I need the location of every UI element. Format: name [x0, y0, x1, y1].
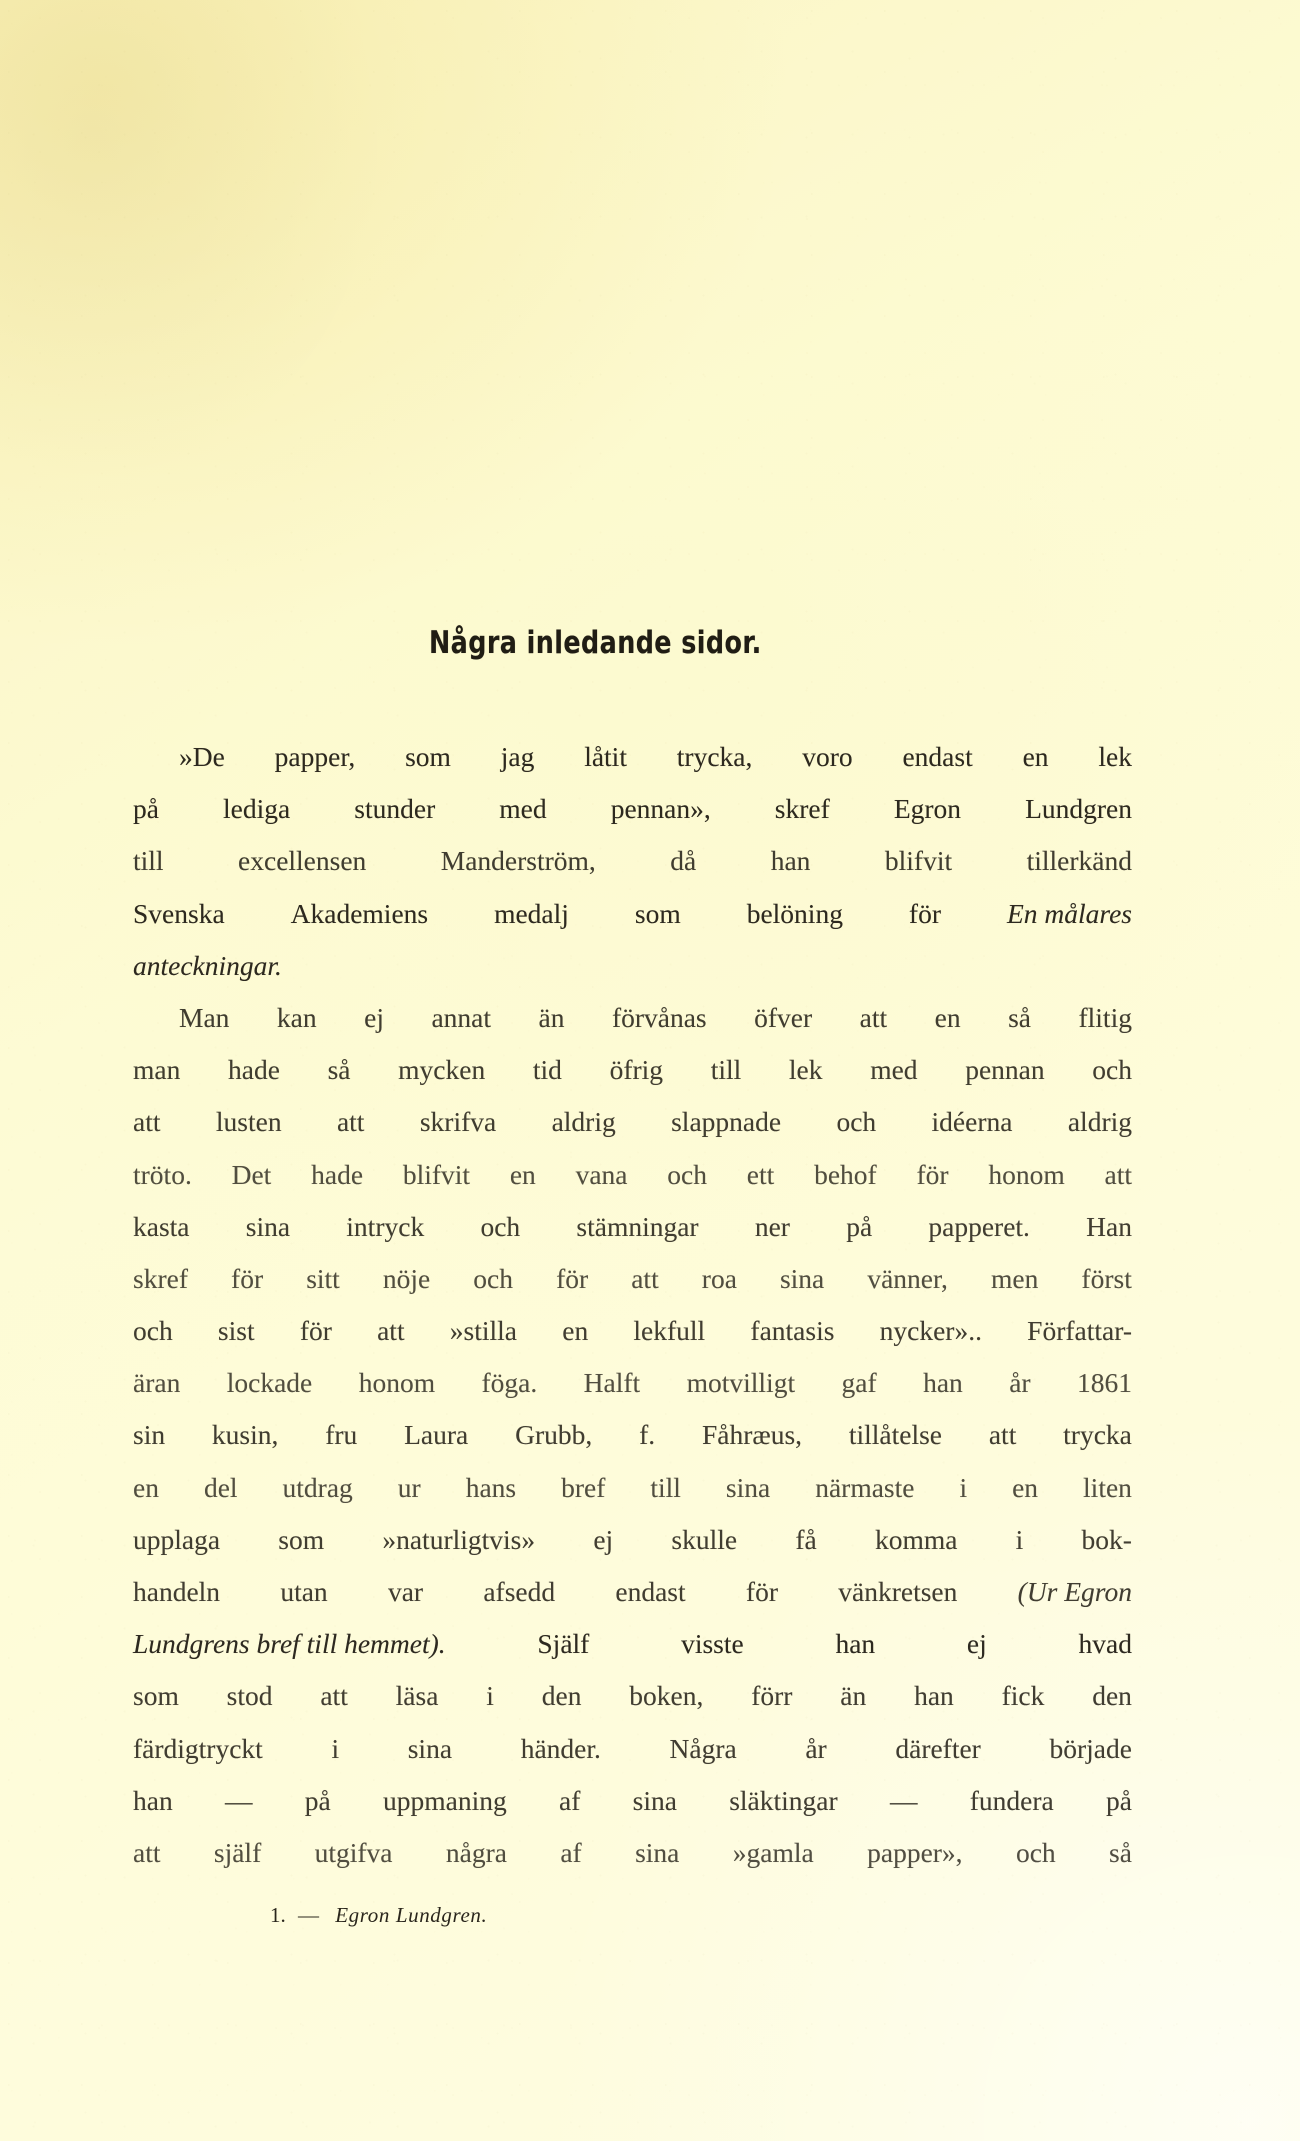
- italic-phrase: Lundgrens bref till hemmet).: [133, 1628, 446, 1660]
- word: anteckningar.: [133, 949, 282, 981]
- word: belöning: [746, 897, 843, 929]
- word: 1861: [1077, 1367, 1132, 1399]
- word: tid: [532, 1054, 562, 1086]
- word: Författar-: [1027, 1315, 1132, 1347]
- word: excellensen: [238, 845, 367, 877]
- word: en: [509, 1158, 536, 1190]
- word: därefter: [895, 1732, 981, 1764]
- word: skref: [774, 793, 830, 825]
- word: få: [795, 1523, 817, 1555]
- word: —: [224, 1784, 253, 1816]
- word: färdigtryckt: [133, 1732, 263, 1764]
- word: kan: [276, 1001, 317, 1033]
- word: den: [1092, 1680, 1132, 1712]
- word: bok-: [1081, 1523, 1132, 1555]
- text-line: [133, 1305, 1132, 1357]
- word: och: [133, 1315, 173, 1347]
- word: slappnade: [671, 1106, 782, 1138]
- word: kusin,: [211, 1419, 279, 1451]
- word: sin: [133, 1419, 166, 1451]
- word: ner: [754, 1210, 790, 1242]
- word: nöje: [382, 1262, 431, 1294]
- word: än: [840, 1680, 867, 1712]
- word: att: [336, 1106, 365, 1138]
- word: sina: [407, 1732, 453, 1764]
- word: då: [670, 845, 697, 877]
- word: år: [1009, 1367, 1031, 1399]
- word: »gamla: [732, 1836, 814, 1868]
- word: af: [559, 1784, 581, 1816]
- word: voro: [802, 741, 853, 772]
- text-line: [133, 1775, 1132, 1827]
- word: ej: [364, 1001, 384, 1033]
- word: tillerkänd: [1026, 845, 1132, 877]
- text-line: [133, 940, 1132, 992]
- word: några: [445, 1836, 507, 1868]
- word: upplaga: [133, 1523, 221, 1555]
- page-signature: [270, 1903, 487, 1928]
- word: flitig: [1078, 1001, 1132, 1033]
- word: vana: [575, 1158, 628, 1190]
- word: tröto.: [133, 1158, 192, 1190]
- word: pennan: [965, 1054, 1045, 1086]
- text-line: [133, 1566, 1132, 1618]
- word: lek: [1098, 741, 1132, 772]
- word: stunder: [354, 793, 436, 825]
- text-line: [133, 1096, 1132, 1148]
- word: äran: [133, 1367, 181, 1399]
- italic-phrase: En målares: [1006, 897, 1132, 929]
- text-line: [133, 783, 1132, 835]
- word: skref: [133, 1262, 188, 1294]
- word: »naturligtvis»: [382, 1523, 536, 1555]
- word: bref: [561, 1471, 606, 1503]
- word: nycker»..: [879, 1315, 982, 1347]
- word: roa: [701, 1262, 737, 1294]
- word: hvad: [1078, 1628, 1132, 1660]
- word: för: [916, 1158, 949, 1190]
- word: men: [991, 1262, 1039, 1294]
- word: år: [805, 1732, 827, 1764]
- word: lockade: [226, 1367, 313, 1399]
- word: låtit: [584, 741, 627, 772]
- word: själf: [213, 1836, 262, 1868]
- word: med: [870, 1054, 918, 1086]
- text-line: [133, 1409, 1132, 1461]
- word: Halft: [583, 1367, 641, 1399]
- word: ej: [966, 1628, 987, 1660]
- word: på: [846, 1210, 873, 1242]
- word: papper,: [274, 741, 356, 772]
- word: som: [133, 1680, 179, 1712]
- word: Svenska: [133, 897, 225, 929]
- word: vänner,: [867, 1262, 948, 1294]
- word: jag: [500, 741, 535, 772]
- word: så: [1109, 1836, 1132, 1868]
- word: i: [1015, 1523, 1024, 1555]
- word: sist: [217, 1315, 255, 1347]
- word: sina: [779, 1262, 825, 1294]
- word: liten: [1083, 1471, 1132, 1503]
- word: han: [914, 1680, 954, 1712]
- page-title: Några inledande sidor.: [429, 624, 762, 661]
- word: förr: [751, 1680, 793, 1712]
- word: läsa: [395, 1680, 439, 1712]
- word: blifvit: [402, 1158, 471, 1190]
- word: lek: [788, 1054, 823, 1086]
- word: skulle: [671, 1523, 738, 1555]
- word: i: [959, 1471, 968, 1503]
- word: aldrig: [551, 1106, 616, 1138]
- word: f.: [639, 1419, 656, 1451]
- word: att: [859, 1001, 888, 1033]
- word: annat: [431, 1001, 492, 1033]
- word: Några: [669, 1732, 737, 1764]
- word: »stilla: [449, 1315, 518, 1347]
- signature-dash: —: [298, 1903, 319, 1927]
- word: lekfull: [633, 1315, 706, 1347]
- word: närmaste: [815, 1471, 915, 1503]
- word: som: [405, 741, 451, 772]
- word: honom: [358, 1367, 436, 1399]
- word: och: [473, 1262, 514, 1294]
- word: man: [133, 1054, 181, 1086]
- word: i: [331, 1732, 340, 1764]
- word: och: [1092, 1054, 1132, 1086]
- word: först: [1081, 1262, 1132, 1294]
- word: att: [1104, 1158, 1132, 1190]
- text-line: [133, 1357, 1132, 1409]
- word: för: [231, 1262, 264, 1294]
- word: stämningar: [576, 1210, 699, 1242]
- text-line: [133, 835, 1132, 887]
- word: till: [133, 845, 164, 877]
- word: hade: [228, 1054, 280, 1086]
- word: skrifva: [419, 1106, 497, 1138]
- word: Själf: [537, 1628, 590, 1660]
- word: förvånas: [611, 1001, 707, 1033]
- word: behof: [814, 1158, 877, 1190]
- word: släktingar: [729, 1784, 838, 1816]
- word: sitt: [306, 1262, 340, 1294]
- word: fantasis: [750, 1315, 835, 1347]
- word: han: [133, 1784, 173, 1816]
- word: som: [278, 1523, 325, 1555]
- word: för: [745, 1576, 778, 1607]
- word: uppmaning: [382, 1784, 507, 1816]
- page-text-block: [133, 0, 1132, 2141]
- word: han: [835, 1628, 876, 1660]
- text-line: [133, 1514, 1132, 1566]
- text-line: [133, 888, 1132, 940]
- word: på: [304, 1784, 331, 1816]
- word: att: [320, 1680, 348, 1712]
- text-line: [133, 1201, 1132, 1253]
- word: en: [1012, 1471, 1039, 1503]
- word: hade: [311, 1158, 364, 1190]
- word: hans: [465, 1471, 517, 1503]
- word: så: [1008, 1001, 1031, 1033]
- word: händer.: [520, 1732, 601, 1764]
- word: och: [667, 1158, 707, 1190]
- word: att: [133, 1836, 161, 1868]
- word: trycka: [1063, 1419, 1132, 1451]
- word: boken,: [629, 1680, 704, 1712]
- word: i: [486, 1680, 494, 1712]
- word: sina: [632, 1784, 677, 1816]
- word: afsedd: [483, 1576, 556, 1607]
- word: lediga: [223, 793, 291, 825]
- word: visste: [681, 1628, 744, 1660]
- word: för: [299, 1315, 332, 1347]
- word: »De: [179, 741, 225, 772]
- word: utgifva: [314, 1836, 393, 1868]
- word: på: [1105, 1784, 1132, 1816]
- word: Laura: [404, 1419, 469, 1451]
- word: Lundgren: [1025, 793, 1132, 825]
- word: att: [631, 1262, 659, 1294]
- word: papperet.: [928, 1210, 1030, 1242]
- word: Det: [231, 1158, 272, 1190]
- word: fru: [325, 1419, 358, 1451]
- text-line: [133, 1723, 1132, 1775]
- word: en: [1022, 741, 1049, 772]
- word: vänkretsen: [838, 1576, 958, 1607]
- word: komma: [874, 1523, 958, 1555]
- word: och: [1015, 1836, 1056, 1868]
- word: Fåhræus,: [701, 1419, 803, 1451]
- word: intryck: [346, 1210, 425, 1242]
- word: papper»,: [867, 1836, 963, 1868]
- word: för: [556, 1262, 589, 1294]
- word: endast: [615, 1576, 686, 1607]
- text-line: [133, 1618, 1132, 1670]
- word: medalj: [494, 897, 569, 929]
- word: —: [889, 1784, 918, 1816]
- word: gaf: [841, 1367, 877, 1399]
- word: han: [923, 1367, 963, 1399]
- word: motvilligt: [686, 1367, 796, 1399]
- text-line: [133, 1149, 1132, 1201]
- word: öfver: [754, 1001, 813, 1033]
- word: del: [203, 1471, 238, 1503]
- word: en: [133, 1471, 159, 1503]
- word: med: [499, 793, 547, 825]
- word: mycken: [398, 1054, 486, 1086]
- word: på: [133, 793, 159, 825]
- word: sina: [725, 1471, 771, 1503]
- word: en: [562, 1315, 589, 1347]
- word: som: [634, 897, 681, 929]
- word: stod: [226, 1680, 273, 1712]
- word: att: [133, 1106, 161, 1138]
- italic-phrase: (Ur Egron: [1017, 1576, 1132, 1607]
- text-line: [133, 992, 1132, 1044]
- word: aldrig: [1067, 1106, 1132, 1138]
- word: pennan»,: [610, 793, 711, 825]
- word: af: [560, 1836, 582, 1868]
- word: Manderström,: [440, 845, 596, 877]
- word: handeln: [133, 1576, 221, 1607]
- word: att: [988, 1419, 1017, 1451]
- word: för: [908, 897, 941, 929]
- signature-number: 1.: [270, 1903, 286, 1927]
- word: Egron: [893, 793, 962, 825]
- word: Man: [179, 1001, 230, 1033]
- word: Grubb,: [515, 1419, 593, 1451]
- word: utdrag: [282, 1471, 353, 1503]
- word: han: [770, 845, 811, 877]
- word: trycka,: [676, 741, 753, 772]
- word: och: [480, 1210, 521, 1242]
- body-text: [133, 731, 1132, 1879]
- word: lusten: [215, 1106, 282, 1138]
- text-line: [133, 1670, 1132, 1722]
- word: sina: [245, 1210, 291, 1242]
- text-line: [133, 1462, 1132, 1514]
- word: Han: [1086, 1210, 1132, 1242]
- word: och: [836, 1106, 877, 1138]
- word: blifvit: [884, 845, 953, 877]
- word: till: [650, 1471, 681, 1503]
- word: började: [1049, 1732, 1132, 1764]
- word: så: [327, 1054, 351, 1086]
- word: utan: [280, 1576, 328, 1607]
- word: till: [710, 1054, 742, 1086]
- word: tillåtelse: [848, 1419, 943, 1451]
- word: ej: [593, 1523, 614, 1555]
- word: kasta: [133, 1210, 190, 1242]
- word: ur: [397, 1471, 421, 1503]
- word: honom: [988, 1158, 1065, 1190]
- word: ett: [746, 1158, 775, 1190]
- word: den: [541, 1680, 582, 1712]
- word: föga.: [481, 1367, 538, 1399]
- signature-name: Egron Lundgren.: [335, 1903, 488, 1927]
- word: än: [538, 1001, 565, 1033]
- word: öfrig: [609, 1054, 664, 1086]
- word: fundera: [969, 1784, 1054, 1816]
- text-line: [133, 1253, 1132, 1305]
- word: sina: [635, 1836, 680, 1868]
- word: idéerna: [931, 1106, 1013, 1138]
- word: Akademiens: [290, 897, 429, 929]
- word: var: [387, 1576, 424, 1607]
- word: fick: [1001, 1680, 1045, 1712]
- word: en: [934, 1001, 961, 1033]
- text-line: [133, 731, 1132, 783]
- word: att: [377, 1315, 405, 1347]
- text-line: [133, 1044, 1132, 1096]
- word: endast: [902, 741, 973, 772]
- text-line: [133, 1827, 1132, 1879]
